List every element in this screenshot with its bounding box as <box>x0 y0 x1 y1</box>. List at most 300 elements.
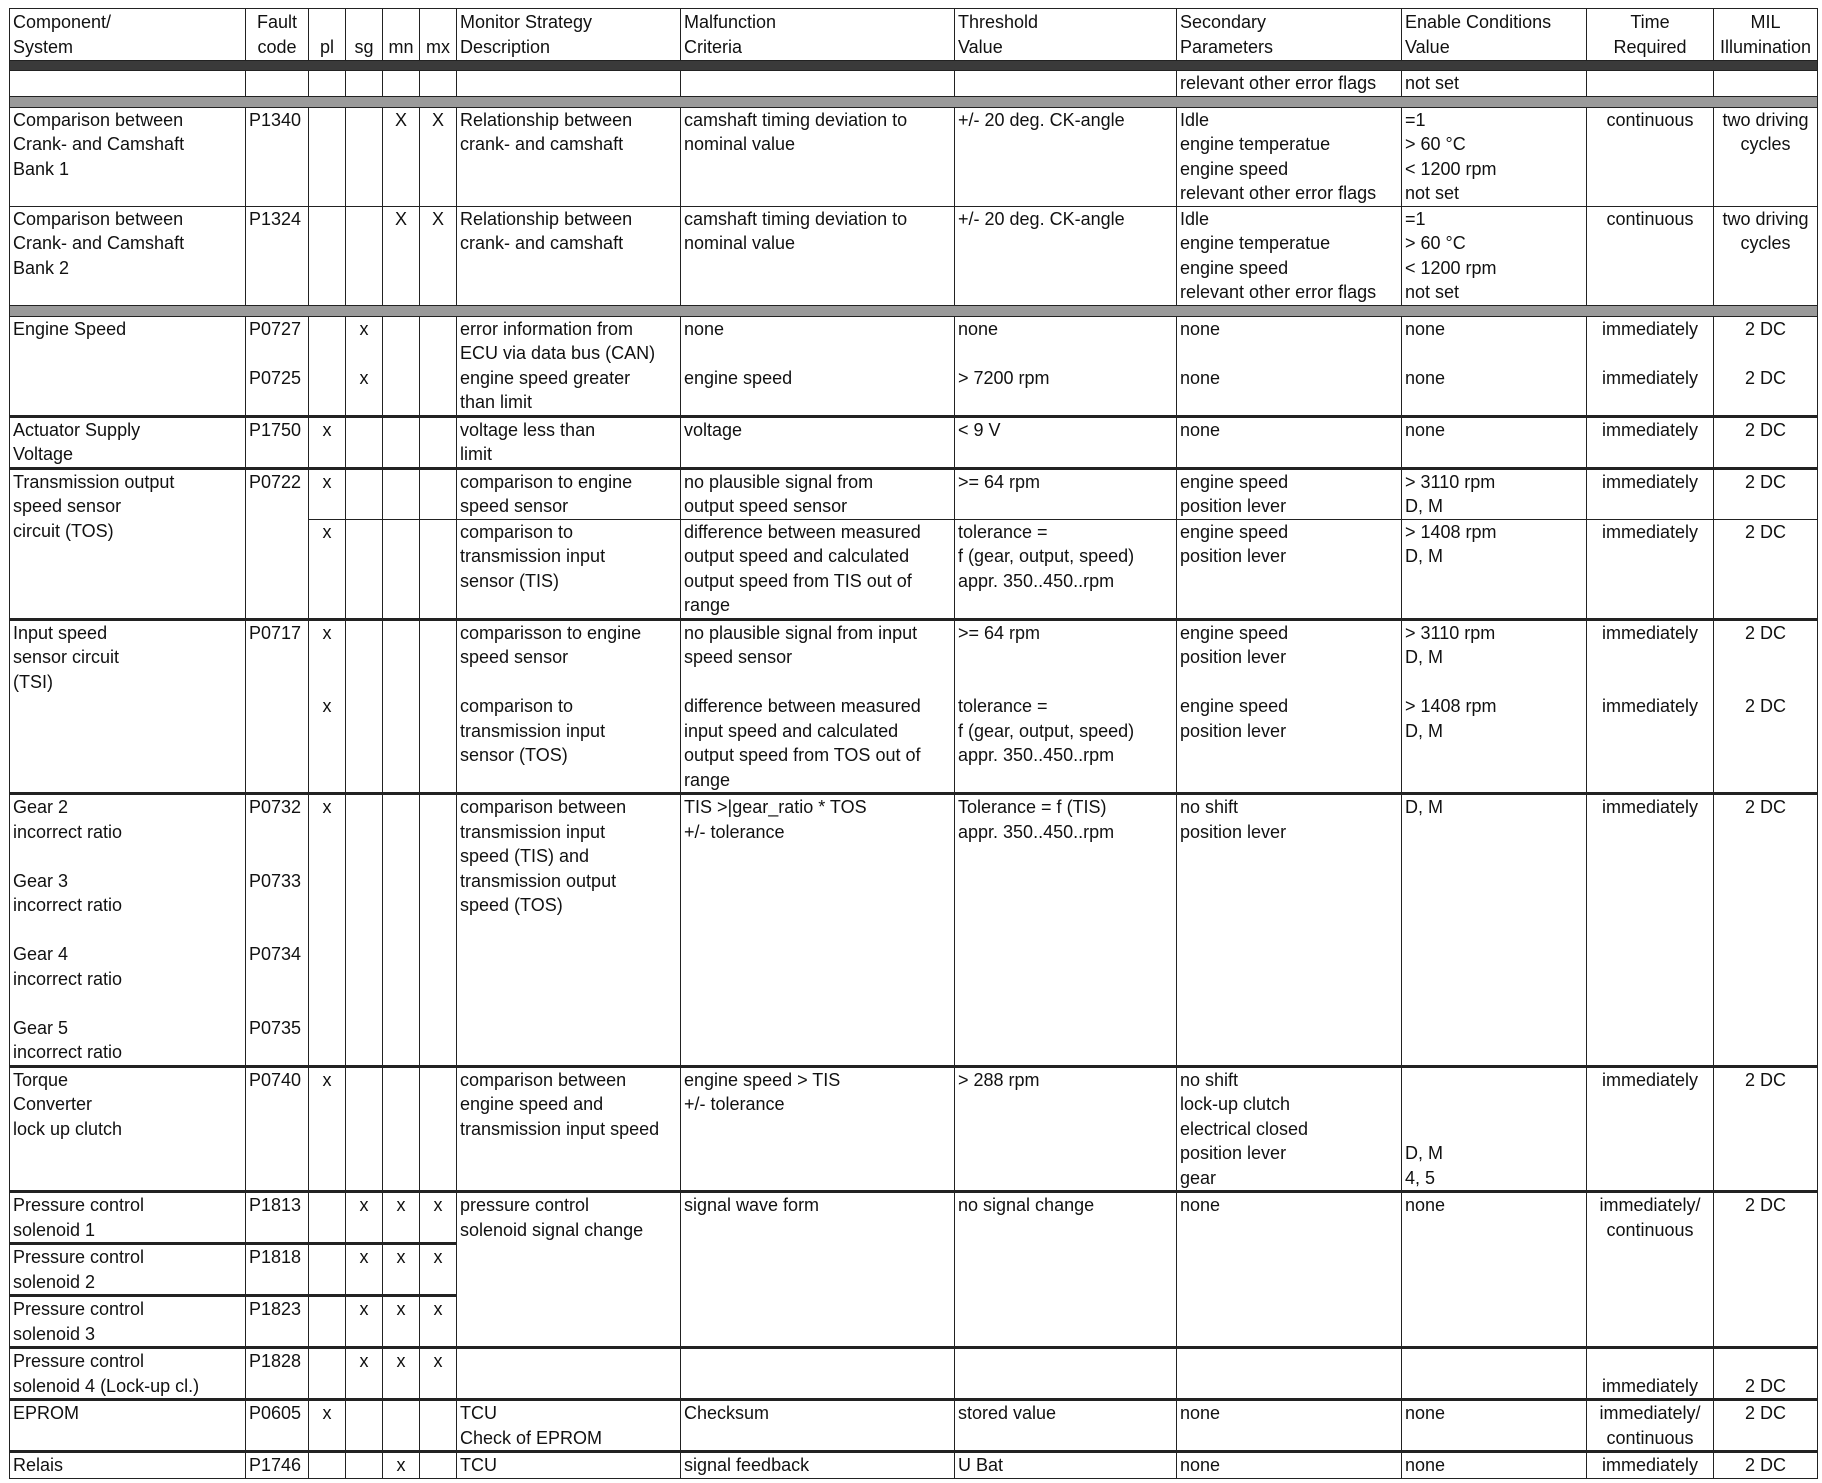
cell-pl <box>309 1244 346 1296</box>
cell-line: Checksum <box>684 1403 770 1423</box>
header-malfunction: Malfunction Criteria <box>681 9 955 61</box>
partial-cell <box>246 71 309 97</box>
cell-line: relevant other error flags <box>1180 282 1377 302</box>
cell-enable <box>1402 316 1587 416</box>
cell-malfunction <box>681 1452 955 1479</box>
cell-pl <box>309 619 346 794</box>
cell-line: P1750 <box>249 419 302 440</box>
cell-mil <box>1714 1066 1818 1192</box>
cell-line: 2 DC <box>1744 1069 1786 1090</box>
cell-code <box>246 1244 309 1296</box>
cell-mn <box>383 107 420 206</box>
cell-time <box>1587 107 1714 206</box>
cell-mn <box>383 1296 420 1348</box>
cell-component <box>10 1348 246 1400</box>
cell-sg <box>346 619 383 794</box>
cell-monitor <box>457 1066 681 1192</box>
cell-pl <box>309 1192 346 1244</box>
cell-line <box>309 645 345 670</box>
cell-line: +/- 20 deg. CK-angle <box>958 208 1125 229</box>
partial-enable: not set <box>1402 71 1587 97</box>
cell-enable <box>1402 468 1587 519</box>
cell-pl <box>309 1400 346 1452</box>
table-row <box>10 468 1818 519</box>
cell-component <box>10 794 246 1067</box>
cell-mx <box>420 416 457 468</box>
cell-line: Bank 2 <box>13 257 70 278</box>
cell-sg <box>346 107 383 206</box>
cell-line: engine speed <box>1180 622 1289 643</box>
cell-line: P1828 <box>249 1351 302 1371</box>
cell-line: transmission input <box>460 546 606 566</box>
cell-component <box>10 206 246 305</box>
cell-pl <box>309 519 346 619</box>
cell-mn <box>383 619 420 794</box>
cell-line: (TSI) <box>13 671 53 692</box>
cell-threshold <box>955 1400 1177 1452</box>
cell-line: Actuator Supply <box>13 419 141 440</box>
cell-line: comparison between <box>460 1069 627 1090</box>
cell-line: Relais <box>13 1455 64 1475</box>
cell-line: two driving <box>1722 208 1809 229</box>
cell-line <box>249 844 305 869</box>
cell-line: gear <box>1180 1167 1217 1188</box>
cell-sg <box>346 1244 383 1296</box>
cell-line: speed sensor <box>460 647 569 667</box>
cell-mn <box>383 468 420 519</box>
header-mn: mn <box>383 9 420 61</box>
partial-cell <box>681 71 955 97</box>
cell-line: circuit (TOS) <box>13 520 114 541</box>
cell-line: transmission input speed <box>460 1118 660 1139</box>
cell-component <box>10 1296 246 1348</box>
partial-cell <box>346 71 383 97</box>
cell-time <box>1587 794 1714 1067</box>
cell-line: sensor (TIS) <box>460 570 560 591</box>
cell-threshold <box>955 468 1177 519</box>
cell-line: Gear 3 <box>13 870 69 891</box>
cell-line: position lever <box>1180 647 1287 667</box>
cell-secondary <box>1177 468 1402 519</box>
cell-line: immediately <box>1601 419 1699 440</box>
cell-line: comparisson to engine <box>460 622 642 643</box>
cell-line: Gear 4 <box>13 944 69 964</box>
cell-line: solenoid 3 <box>13 1323 96 1344</box>
cell-line <box>684 341 951 366</box>
cell-line: no signal change <box>958 1195 1095 1215</box>
cell-line: position lever <box>1180 720 1287 741</box>
table-row <box>10 1192 1818 1244</box>
cell-line: cycles <box>1740 233 1791 253</box>
header-time: Time Required <box>1587 9 1714 61</box>
cell-line: difference between measured <box>684 696 921 716</box>
cell-secondary <box>1177 316 1402 416</box>
cell-line: Relationship between <box>460 109 633 130</box>
cell-pl <box>309 1066 346 1192</box>
cell-threshold <box>955 416 1177 468</box>
cell-line: 2 DC <box>1744 696 1786 716</box>
cell-line: cycles <box>1740 134 1791 154</box>
cell-line: D, M <box>1405 546 1443 566</box>
cell-line: Comparison between <box>13 208 184 229</box>
cell-line: P0733 <box>249 870 302 891</box>
cell-threshold <box>955 619 1177 794</box>
cell-mn <box>383 416 420 468</box>
cell-time <box>1587 1452 1714 1479</box>
cell-line: relevant other error flags <box>1180 183 1377 203</box>
cell-mil <box>1714 107 1818 206</box>
cell-line <box>13 991 242 1016</box>
cell-line: position lever <box>1180 546 1287 566</box>
cell-line <box>249 893 305 918</box>
cell-line <box>13 918 242 943</box>
cell-pl <box>309 468 346 519</box>
cell-line: Check of EPROM <box>460 1427 603 1448</box>
cell-line: P0735 <box>249 1017 302 1038</box>
cell-line: 2 DC <box>1744 318 1786 339</box>
cell-line: speed sensor <box>13 496 122 516</box>
cell-mx <box>420 316 457 416</box>
cell-line: appr. 350..450..rpm <box>958 570 1115 591</box>
cell-line: P0732 <box>249 797 302 817</box>
cell-code <box>246 416 309 468</box>
cell-line: none <box>1180 1455 1221 1475</box>
cell-mx <box>420 794 457 1067</box>
cell-time <box>1587 519 1714 619</box>
cell-mn <box>383 1400 420 1452</box>
cell-sg <box>346 316 383 416</box>
cell-sg <box>346 1452 383 1479</box>
cell-line: x <box>396 1195 406 1215</box>
cell-line: not set <box>1405 282 1460 302</box>
cell-sg <box>346 468 383 519</box>
cell-line <box>249 341 305 366</box>
cell-time <box>1587 1192 1714 1348</box>
cell-mx <box>420 206 457 305</box>
cell-line: none <box>1405 318 1446 339</box>
cell-line: Engine Speed <box>13 318 127 339</box>
cell-line: nominal value <box>684 134 796 154</box>
separator-cell <box>10 96 1818 107</box>
cell-mx <box>420 1400 457 1452</box>
cell-line: P0734 <box>249 944 302 964</box>
cell-line: =1 <box>1405 208 1426 229</box>
cell-line: range <box>684 595 731 615</box>
cell-line: position lever <box>1180 821 1287 842</box>
cell-line: immediately <box>1601 471 1699 492</box>
cell-line: P1324 <box>249 208 302 229</box>
cell-malfunction <box>681 1192 955 1348</box>
cell-line: > 60 °C <box>1405 134 1466 154</box>
cell-threshold <box>955 1452 1177 1479</box>
table-row <box>10 794 1818 1067</box>
cell-line: x <box>359 1195 369 1215</box>
header-pl: pl <box>309 9 346 61</box>
cell-line: 4, 5 <box>1405 1167 1436 1188</box>
cell-line: immediately <box>1601 318 1699 339</box>
cell-mil <box>1714 206 1818 305</box>
cell-monitor <box>457 1348 681 1400</box>
cell-line: sensor circuit <box>13 647 120 667</box>
cell-secondary <box>1177 206 1402 305</box>
cell-secondary <box>1177 1192 1402 1348</box>
cell-line: x <box>396 1455 406 1475</box>
cell-line <box>309 670 345 695</box>
cell-malfunction <box>681 794 955 1067</box>
cell-line: P0722 <box>249 471 302 492</box>
cell-line <box>684 670 951 695</box>
cell-line <box>1405 1068 1583 1093</box>
partial-cell <box>383 71 420 97</box>
cell-enable <box>1402 1066 1587 1192</box>
cell-line: camshaft timing deviation to <box>684 109 908 130</box>
cell-line: none <box>1180 1195 1221 1215</box>
cell-line: x <box>322 1403 332 1423</box>
cell-line: Pressure control <box>13 1299 145 1319</box>
cell-line: crank- and camshaft <box>460 233 624 253</box>
partial-secondary: relevant other error flags <box>1177 71 1402 97</box>
cell-line <box>1717 1349 1814 1374</box>
partial-cell <box>420 71 457 97</box>
cell-line: immediately <box>1601 1069 1699 1090</box>
cell-line: camshaft timing deviation to <box>684 208 908 229</box>
cell-malfunction <box>681 519 955 619</box>
cell-line: 2 DC <box>1744 1403 1786 1423</box>
cell-line: P0740 <box>249 1069 302 1090</box>
cell-mx <box>420 107 457 206</box>
cell-code <box>246 1400 309 1452</box>
cell-sg <box>346 1192 383 1244</box>
cell-line: continuous <box>1606 208 1694 229</box>
cell-line <box>1590 1349 1710 1374</box>
cell-mx <box>420 1244 457 1296</box>
cell-line: engine speed <box>684 367 793 388</box>
header-mil: MIL Illumination <box>1714 9 1818 61</box>
cell-line: +/- tolerance <box>684 821 785 842</box>
cell-line: appr. 350..450..rpm <box>958 745 1115 765</box>
cell-line: none <box>1180 318 1221 339</box>
cell-line: position lever <box>1180 1143 1287 1163</box>
cell-line: immediately <box>1601 797 1699 817</box>
cell-component <box>10 1400 246 1452</box>
cell-line: tolerance = <box>958 521 1048 542</box>
cell-line: >= 64 rpm <box>958 622 1041 643</box>
cell-line: none <box>1405 1455 1446 1475</box>
cell-line: position lever <box>1180 496 1287 516</box>
cell-line <box>1405 341 1583 366</box>
cell-line: f (gear, output, speed) <box>958 546 1135 566</box>
cell-line: U Bat <box>958 1455 1004 1475</box>
cell-line: immediately <box>1601 1455 1699 1475</box>
cell-line: comparison to <box>460 696 574 716</box>
cell-time <box>1587 1400 1714 1452</box>
cell-line: speed (TOS) <box>460 895 563 915</box>
cell-mn <box>383 206 420 305</box>
cell-mn <box>383 1066 420 1192</box>
cell-line: pressure control <box>460 1195 590 1215</box>
cell-pl <box>309 1348 346 1400</box>
cell-line: D, M <box>1405 1143 1443 1163</box>
cell-time <box>1587 619 1714 794</box>
cell-line: TCU <box>460 1455 497 1475</box>
cell-line: x <box>359 1299 369 1319</box>
cell-line: voltage less than <box>460 419 596 440</box>
cell-mn <box>383 1192 420 1244</box>
cell-line: immediately <box>1601 521 1699 542</box>
cell-line: Input speed <box>13 622 108 643</box>
cell-line: output speed from TOS out of <box>684 745 921 765</box>
cell-code <box>246 1348 309 1400</box>
cell-line: signal wave form <box>684 1195 820 1215</box>
cell-monitor <box>457 1400 681 1452</box>
cell-line <box>958 645 1173 670</box>
cell-line: P1813 <box>249 1195 302 1215</box>
cell-line: Tolerance = f (TIS) <box>958 797 1107 817</box>
cell-line <box>1590 670 1710 695</box>
cell-line: > 3110 rpm <box>1405 471 1496 492</box>
cell-line: x <box>322 622 332 643</box>
cell-line: engine speed and <box>460 1094 604 1114</box>
cell-mn <box>383 316 420 416</box>
header-secondary: Secondary Parameters <box>1177 9 1402 61</box>
cell-line: < 1200 rpm <box>1405 158 1497 179</box>
cell-line: crank- and camshaft <box>460 134 624 154</box>
cell-line: x <box>359 367 369 388</box>
cell-line: =1 <box>1405 109 1426 130</box>
cell-line <box>460 670 677 695</box>
cell-line: not set <box>1405 183 1460 203</box>
cell-threshold <box>955 316 1177 416</box>
cell-line: D, M <box>1405 720 1443 741</box>
cell-line: x <box>322 797 332 817</box>
partial-cell <box>457 71 681 97</box>
cell-line: immediately/ <box>1599 1195 1701 1215</box>
cell-line: X <box>394 208 407 229</box>
cell-enable <box>1402 206 1587 305</box>
cell-code <box>246 107 309 206</box>
cell-line: Converter <box>13 1094 93 1114</box>
cell-line <box>1717 645 1814 670</box>
cell-line: none <box>1405 1195 1446 1215</box>
cell-line: P1823 <box>249 1299 302 1319</box>
cell-line: P1340 <box>249 109 302 130</box>
cell-line: solenoid 4 (Lock-up cl.) <box>13 1375 200 1396</box>
cell-line: solenoid 1 <box>13 1219 96 1240</box>
cell-line: Gear 5 <box>13 1017 69 1038</box>
cell-mil <box>1714 794 1818 1067</box>
cell-enable <box>1402 1348 1587 1400</box>
cell-sg <box>346 794 383 1067</box>
header-monitor: Monitor Strategy Description <box>457 9 681 61</box>
cell-line: ECU via data bus (CAN) <box>460 343 656 363</box>
cell-code <box>246 468 309 619</box>
cell-line: voltage <box>684 419 743 440</box>
cell-line: x <box>322 521 332 542</box>
cell-line: than limit <box>460 392 533 412</box>
header-fault-code: Fault code <box>246 9 309 61</box>
cell-line: comparison between <box>460 797 627 817</box>
cell-line: Pressure control <box>13 1247 145 1267</box>
cell-monitor <box>457 1192 681 1348</box>
cell-malfunction <box>681 1400 955 1452</box>
cell-line: Idle <box>1180 109 1210 130</box>
cell-mn <box>383 794 420 1067</box>
cell-monitor <box>457 794 681 1067</box>
cell-enable <box>1402 416 1587 468</box>
cell-line <box>958 670 1173 695</box>
cell-line: Gear 2 <box>13 797 69 817</box>
cell-line: < 9 V <box>958 419 1001 440</box>
obd-monitor-table <box>9 8 1818 1479</box>
header-row <box>10 9 1818 61</box>
cell-time <box>1587 1348 1714 1400</box>
cell-component <box>10 619 246 794</box>
cell-line: output speed and calculated <box>684 546 910 566</box>
cell-pl <box>309 1452 346 1479</box>
cell-line: none <box>1405 419 1446 440</box>
cell-line <box>958 341 1173 366</box>
cell-line: immediately <box>1601 367 1699 388</box>
cell-mn <box>383 519 420 619</box>
cell-code <box>246 316 309 416</box>
cell-sg <box>346 416 383 468</box>
cell-line <box>1717 670 1814 695</box>
cell-line: range <box>684 769 731 790</box>
cell-line: 2 DC <box>1744 521 1786 542</box>
cell-line: x <box>359 1351 369 1371</box>
cell-line: continuous <box>1606 1219 1694 1240</box>
cell-malfunction <box>681 107 955 206</box>
cell-line: tolerance = <box>958 696 1048 716</box>
cell-code <box>246 1452 309 1479</box>
cell-line: incorrect ratio <box>13 895 123 915</box>
cell-line <box>1180 670 1398 695</box>
cell-line: incorrect ratio <box>13 821 123 842</box>
cell-line <box>1405 670 1583 695</box>
separator-gray <box>10 96 1818 107</box>
cell-threshold <box>955 519 1177 619</box>
cell-line: 2 DC <box>1744 797 1786 817</box>
cell-line: transmission input <box>460 720 606 741</box>
cell-line: no shift <box>1180 1069 1239 1090</box>
cell-line <box>1405 1117 1583 1142</box>
cell-line: x <box>433 1351 443 1371</box>
cell-secondary <box>1177 519 1402 619</box>
cell-component <box>10 1192 246 1244</box>
cell-line <box>1405 1092 1583 1117</box>
cell-line <box>249 918 305 943</box>
cell-line: +/- 20 deg. CK-angle <box>958 109 1125 130</box>
cell-malfunction <box>681 1348 955 1400</box>
cell-line: comparison to <box>460 521 574 542</box>
table-row <box>10 206 1818 305</box>
partial-row <box>10 71 1818 97</box>
cell-line: none <box>958 318 999 339</box>
cell-threshold <box>955 1192 1177 1348</box>
cell-line: Bank 1 <box>13 158 70 179</box>
cell-line: engine speed <box>1180 471 1289 492</box>
header-mx: mx <box>420 9 457 61</box>
cell-line: X <box>431 208 444 229</box>
cell-sg <box>346 1296 383 1348</box>
cell-monitor <box>457 316 681 416</box>
cell-line: Idle <box>1180 208 1210 229</box>
cell-time <box>1587 1066 1714 1192</box>
cell-line: no plausible signal from input <box>684 622 918 643</box>
cell-line: P0605 <box>249 1403 302 1423</box>
cell-line: difference between measured <box>684 521 921 542</box>
cell-line: transmission input <box>460 821 606 842</box>
